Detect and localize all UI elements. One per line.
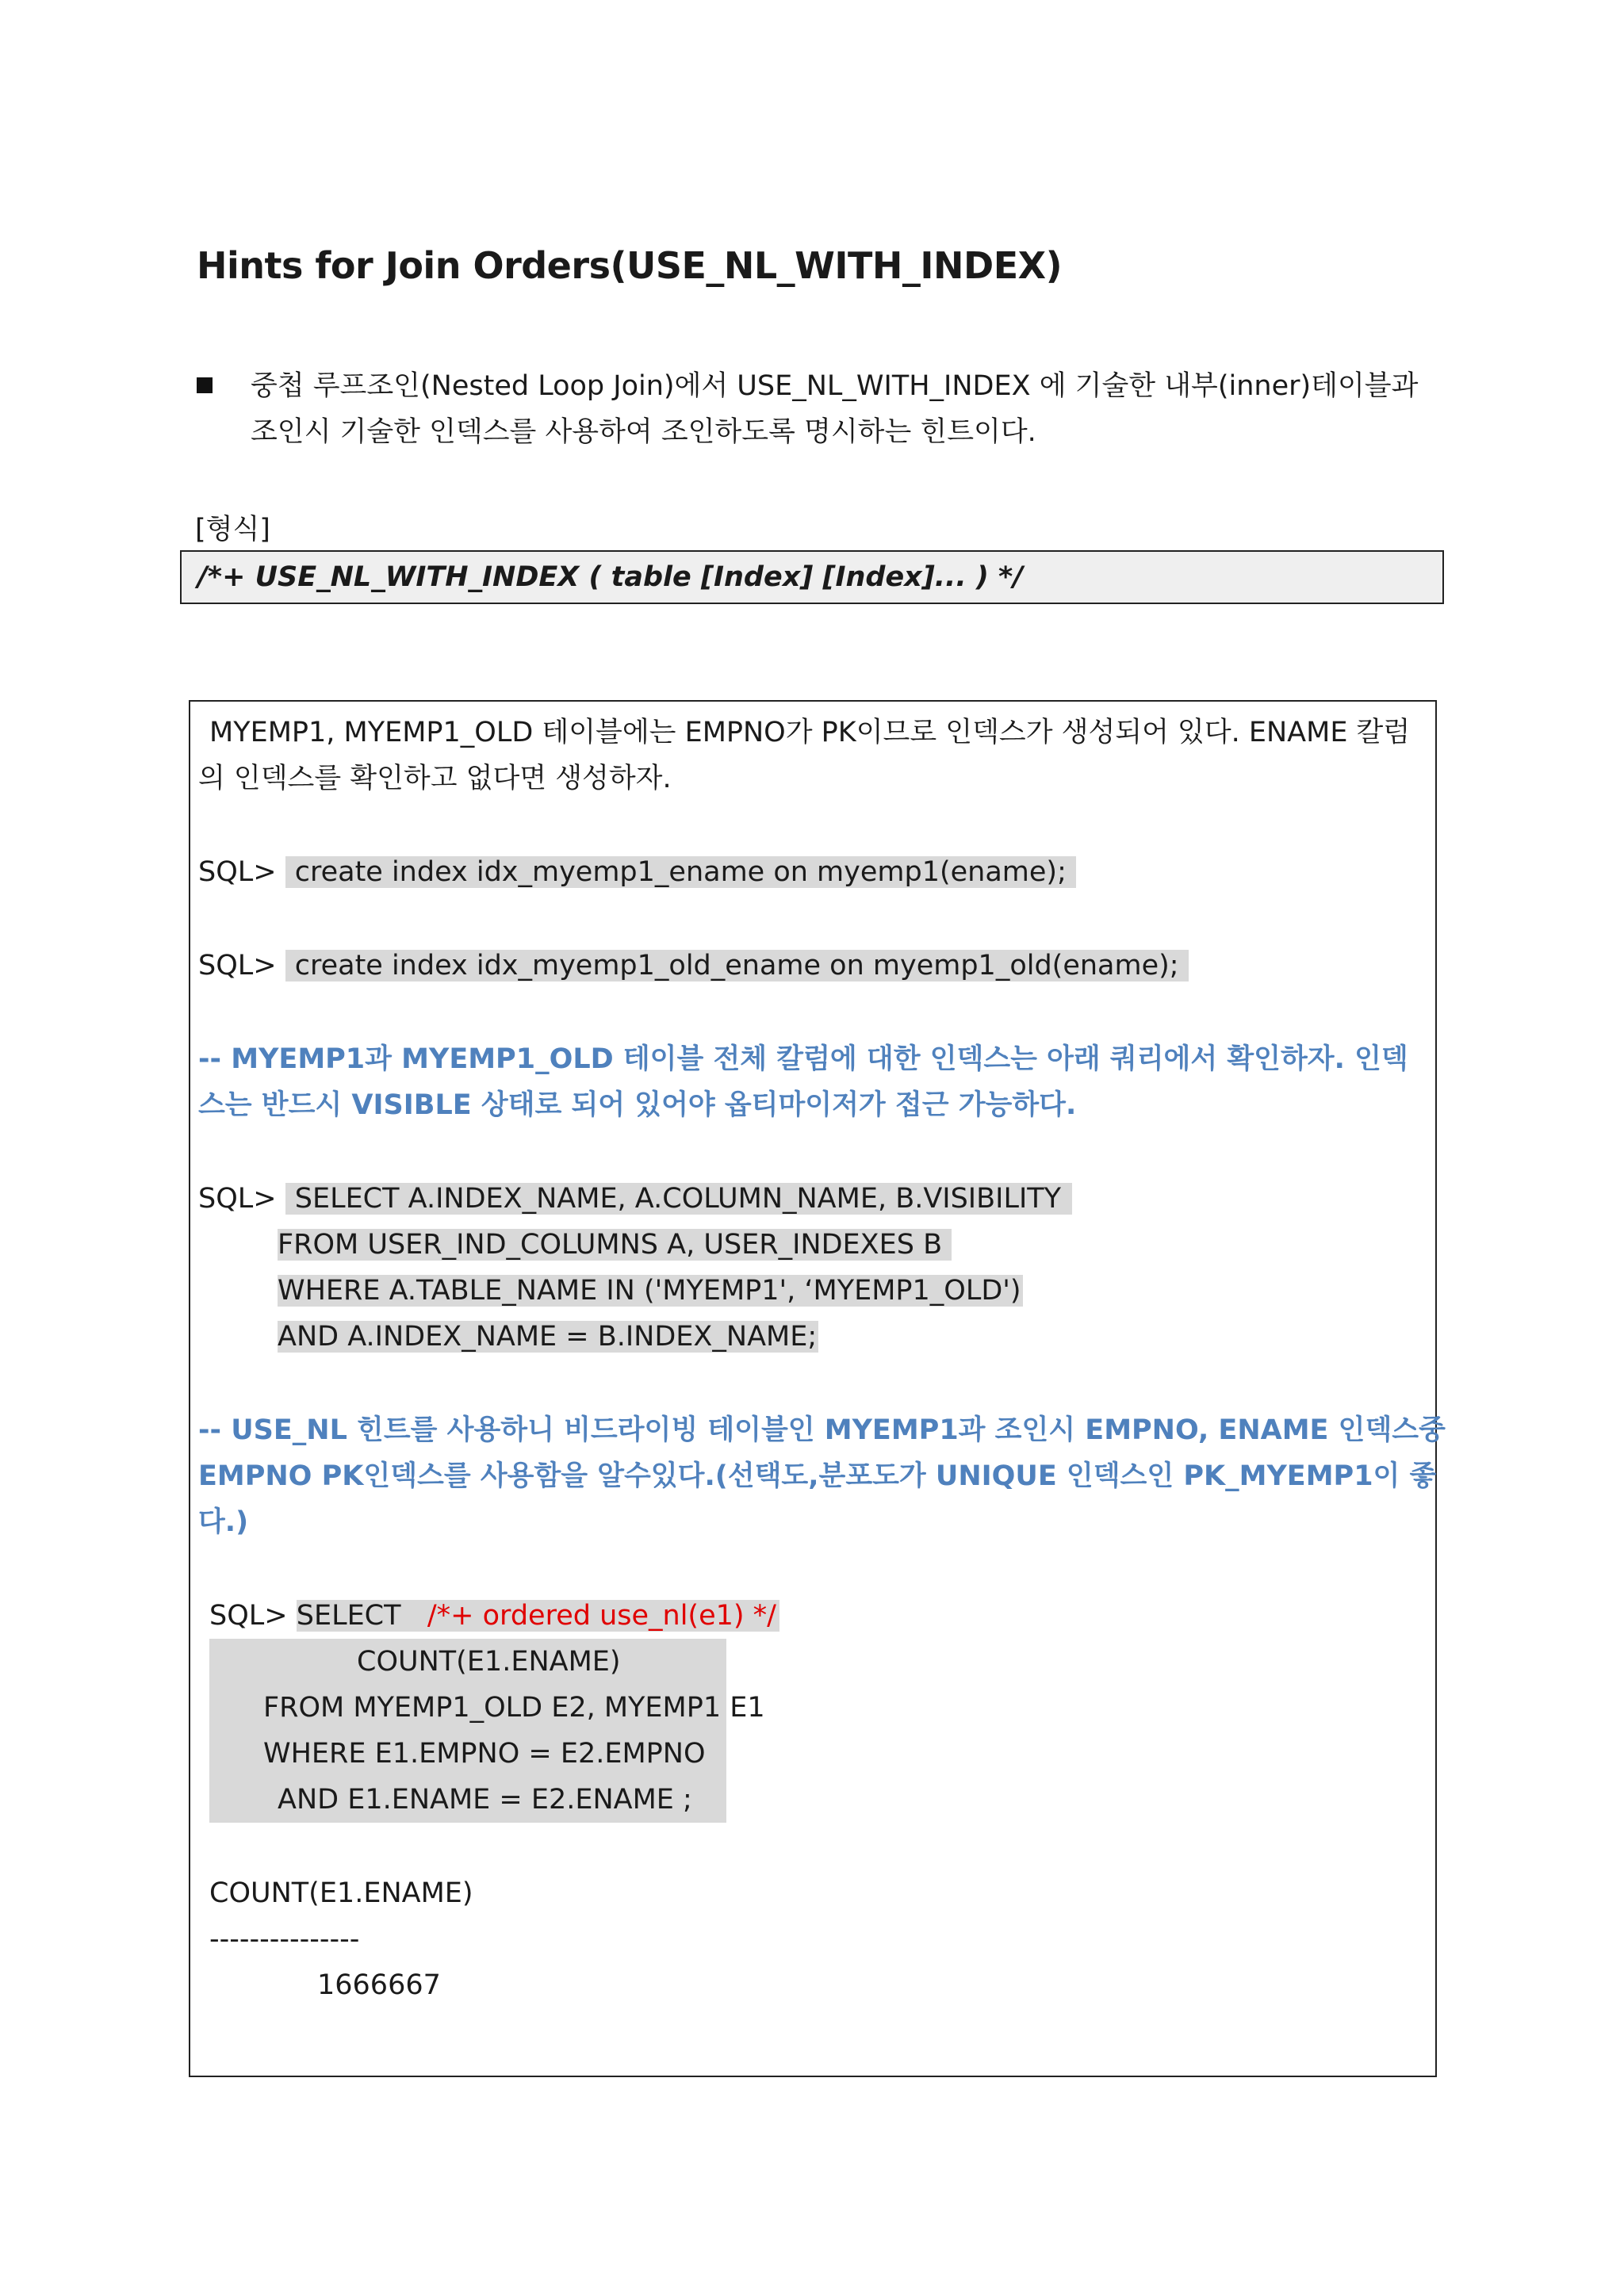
square-bullet-icon [197, 377, 213, 393]
sql-query-line: FROM MYEMP1_OLD E2, MYEMP1 E1 [263, 1692, 765, 1724]
sql-keyword: SELECT [296, 1600, 401, 1632]
sql-code: create index idx_myemp1_old_ename on myemp1_old(ename); [285, 950, 1189, 982]
comment-1-line-1: -- MYEMP1과 MYEMP1_OLD 테이블 전체 칼럼에 대한 인덱스는 아래 쿼리에서 확인하자. 인덱 [198, 1043, 1408, 1075]
result-value: 1666667 [317, 1969, 441, 2001]
sql-code: create index idx_myemp1_ename on myemp1(ename); [285, 856, 1076, 888]
format-syntax: /*+ USE_NL_WITH_INDEX ( table [Index] [Index]... ) */ [197, 561, 1024, 593]
format-label: [형식] [195, 514, 270, 545]
sql-prompt: SQL> [209, 1600, 288, 1632]
intro-line-1: 중첩 루프조인(Nested Loop Join)에서 USE_NL_WITH_INDEX 에 기술한 내부(inner)테이블과 [251, 370, 1419, 402]
sql-code: WHERE A.TABLE_NAME IN ('MYEMP1', ‘MYEMP1_OLD') [278, 1275, 1021, 1307]
sql-select-index-query [198, 1176, 1072, 1222]
intro-line-2: 조인시 기술한 인덱스를 사용하여 조인하도록 명시하는 힌트이다. [251, 416, 1036, 448]
sql-query-line [278, 1222, 952, 1268]
sql-hint: /*+ ordered use_nl(e1) */ [427, 1600, 776, 1632]
comment-2-line-3: 다.) [198, 1506, 249, 1538]
sql-create-index-1 [198, 849, 1076, 895]
sql-code: AND A.INDEX_NAME = B.INDEX_NAME; [278, 1321, 818, 1353]
sql-code: FROM USER_IND_COLUMNS A, USER_INDEXES B [278, 1229, 952, 1261]
sql-create-index-2 [198, 943, 1189, 989]
sql-select-hint-query [209, 1593, 779, 1639]
sql-prompt: SQL> [198, 950, 277, 982]
note-line-1: MYEMP1, MYEMP1_OLD 테이블에는 EMPNO가 PK이므로 인덱스가 생성되어 있다. ENAME 칼럼 [209, 717, 1411, 748]
comment-1-line-2: 스는 반드시 VISIBLE 상태로 되어 있어야 옵티마이저가 접근 가능하다. [198, 1089, 1077, 1121]
sql-code: SELECT A.INDEX_NAME, A.COLUMN_NAME, B.VISIBILITY [285, 1183, 1072, 1215]
page-title: Hints for Join Orders(USE_NL_WITH_INDEX) [197, 244, 1063, 287]
comment-2-line-1: -- USE_NL 힌트를 사용하니 비드라이빙 테이블인 MYEMP1과 조인시 EMPNO, ENAME 인덱스중 [198, 1414, 1446, 1446]
sql-query-line: WHERE E1.EMPNO = E2.EMPNO [263, 1738, 706, 1770]
note-line-2: 의 인덱스를 확인하고 없다면 생성하자. [198, 763, 672, 794]
result-divider: --------------- [209, 1923, 360, 1955]
sql-query-line: COUNT(E1.ENAME) [357, 1646, 621, 1678]
sql-prompt: SQL> [198, 1183, 277, 1215]
comment-2-line-2: EMPNO PK인덱스를 사용함을 알수있다.(선택도,분포도가 UNIQUE 인덱스인 PK_MYEMP1이 좋 [198, 1460, 1437, 1492]
sql-query-line [278, 1314, 818, 1360]
intro-text [251, 363, 1434, 455]
intro-bullet [197, 363, 1434, 455]
format-syntax-box [180, 550, 1444, 604]
sql-prompt: SQL> [198, 856, 277, 888]
sql-query-line [278, 1268, 1023, 1314]
sql-select-hint-line [297, 1600, 779, 1632]
sql-query-line: AND E1.ENAME = E2.ENAME ; [278, 1784, 692, 1816]
result-header: COUNT(E1.ENAME) [209, 1877, 473, 1909]
example-box [189, 700, 1446, 2077]
